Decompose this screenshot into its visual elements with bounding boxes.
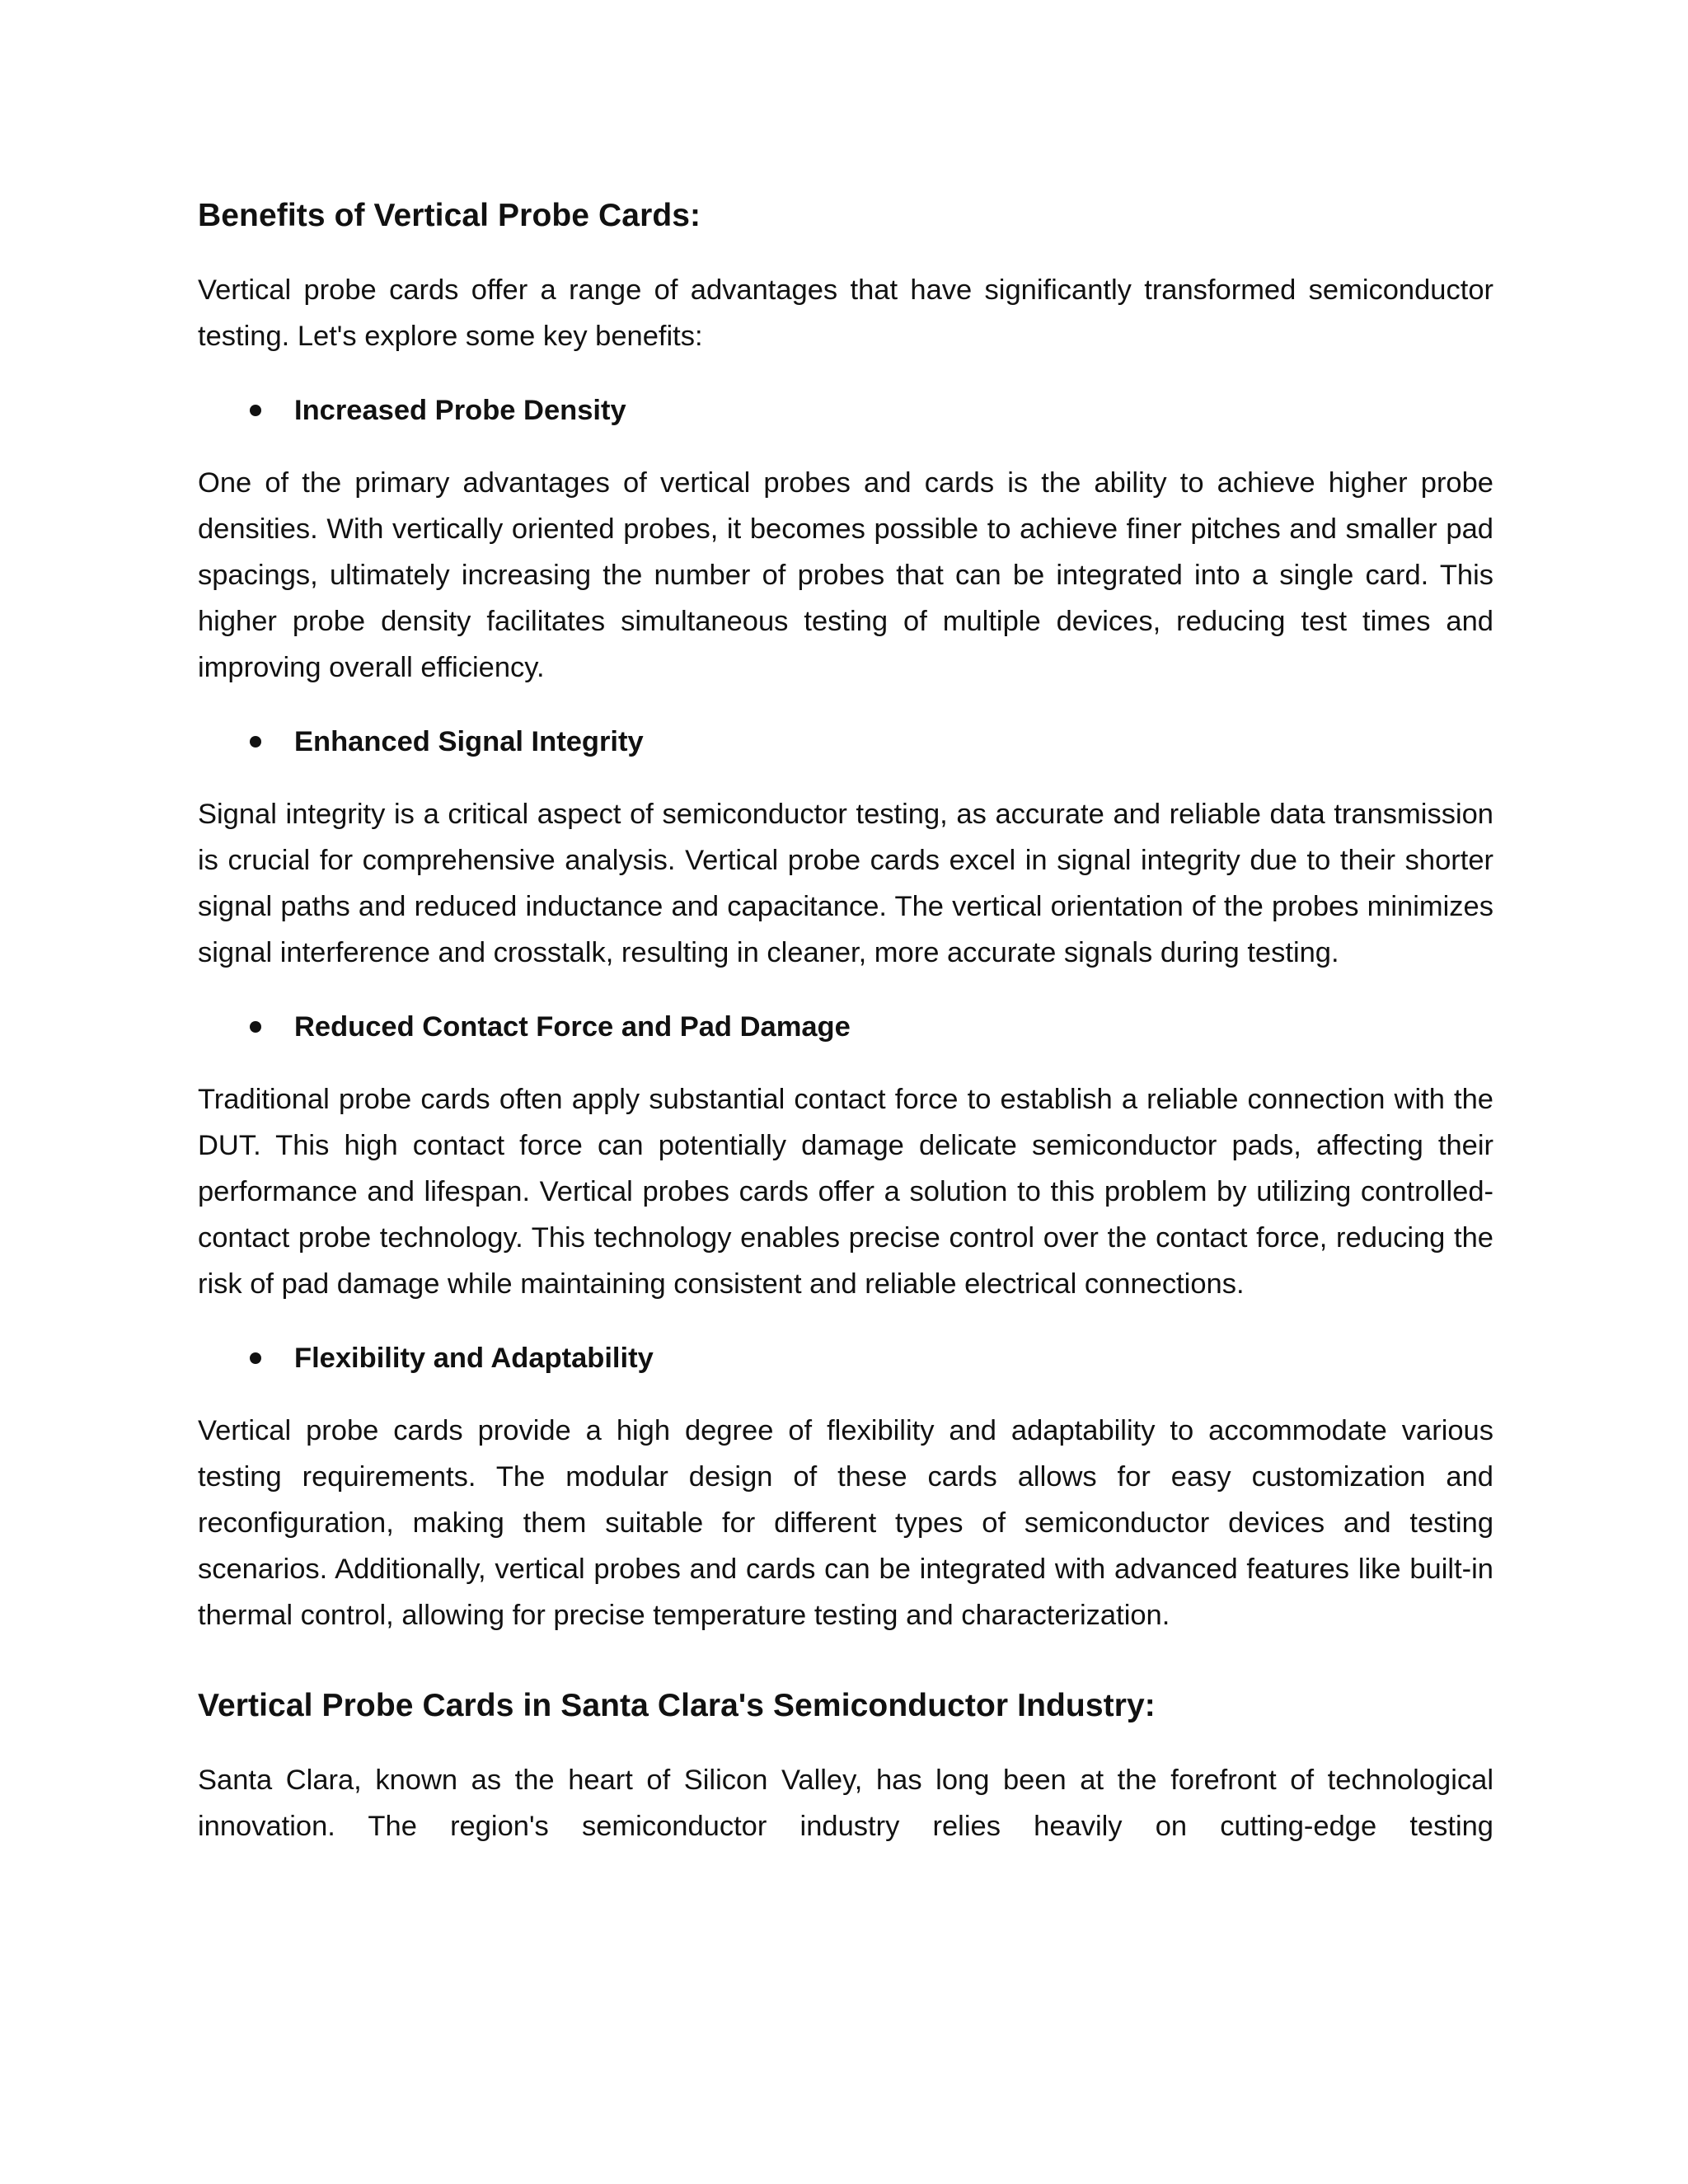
santa-clara-intro-paragraph: Santa Clara, known as the heart of Silicon Valley, has long been at the forefront of technological innovation. The region's semiconductor industry relies heavily on cutting-edge testing [198,1765,1493,1842]
bullet-dot-icon [250,736,261,748]
paragraph-reduced-contact-force: Traditional probe cards often apply substantial contact force to establish a reliable connection with the DUT. This high contact force can potentially damage delicate semiconductor pads, affecting their performance and lifespan. Vertical probes cards offer a solution to this problem by utilizing controlled-contact probe technology. This technology enables precise control over the contact force, reducing the risk of pad damage while maintaining consistent and reliable electrical connections. [198,1084,1493,1300]
bullet-flexibility-adaptability [198,1335,1493,1381]
bullet-label: Increased Probe Density [294,395,626,426]
bullet-increased-probe-density [198,387,1493,434]
bullet-label: Flexibility and Adaptability [294,1343,654,1374]
paragraph-flexibility-adaptability: Vertical probe cards provide a high degree of flexibility and adaptability to accommodate various testing requirements. The modular design of these cards allows for easy customization and reconfiguration, making them suitable for different types of semiconductor devices and testing scenarios. Additionally, vertical probes and cards can be integrated with advanced features like built-in thermal control, allowing for precise temperature testing and characterization. [198,1415,1493,1631]
bullet-label: Reduced Contact Force and Pad Damage [294,1011,851,1043]
bullet-dot-icon [250,405,261,416]
section-heading-benefits: Benefits of Vertical Probe Cards: [198,198,701,233]
section-heading-santa-clara: Vertical Probe Cards in Santa Clara's Semiconductor Industry: [198,1688,1156,1723]
bullet-reduced-contact-force [198,1004,1493,1050]
document-page [198,194,1493,1849]
bullet-label: Enhanced Signal Integrity [294,726,644,757]
bullet-dot-icon [250,1021,261,1033]
benefits-intro-paragraph: Vertical probe cards offer a range of advantages that have significantly transformed semiconductor testing. Let's explore some key benefits: [198,274,1493,352]
bullet-enhanced-signal-integrity [198,719,1493,765]
paragraph-increased-probe-density: One of the primary advantages of vertical probes and cards is the ability to achieve higher probe densities. With vertically oriented probes, it becomes possible to achieve finer pitches and smaller pad spacings, ultimately increasing the number of probes that can be integrated into a single card. This higher probe density facilitates simultaneous testing of multiple devices, reducing test times and improving overall efficiency. [198,467,1493,683]
bullet-dot-icon [250,1352,261,1364]
paragraph-enhanced-signal-integrity: Signal integrity is a critical aspect of semiconductor testing, as accurate and reliable data transmission is crucial for comprehensive analysis. Vertical probe cards excel in signal integrity due to their shorter signal paths and reduced inductance and capacitance. The vertical orientation of the probes minimizes signal interference and crosstalk, resulting in cleaner, more accurate signals during testing. [198,799,1493,968]
